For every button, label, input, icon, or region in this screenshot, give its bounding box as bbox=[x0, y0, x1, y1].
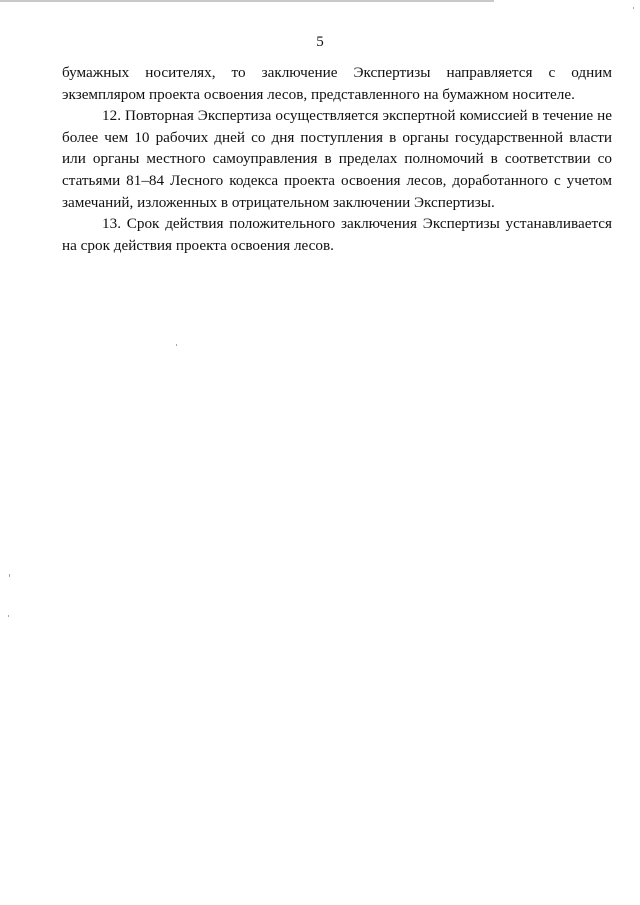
scan-speck bbox=[9, 574, 10, 577]
paragraph-item-12: 12. Повторная Экспертиза осуществляется экспертной комиссией в течение не более чем 10 рабочих дней со дня поступления в органы государственной власти или органы местного самоуправления в пределах полномочий в соответствии со статьями 81–84 Лесного кодекса проекта освоения лесов, доработанного с учетом замечаний, изложенных в отрицательном заключении Экспертизы. bbox=[62, 107, 612, 211]
scan-top-edge bbox=[0, 0, 494, 2]
scan-speck bbox=[633, 7, 634, 9]
document-body bbox=[62, 62, 612, 256]
paragraph-item-13: 13. Срок действия положительного заключения Экспертизы устанавливается на срок действия проекта освоения лесов. bbox=[62, 215, 612, 254]
paragraph-continuation: бумажных носителях, то заключение Экспертизы направляется с одним экземпляром проекта освоения лесов, представленного на бумажном носителе. bbox=[62, 64, 612, 103]
page-number: 5 bbox=[316, 34, 324, 50]
scan-speck bbox=[176, 344, 177, 346]
scan-speck bbox=[8, 615, 9, 617]
